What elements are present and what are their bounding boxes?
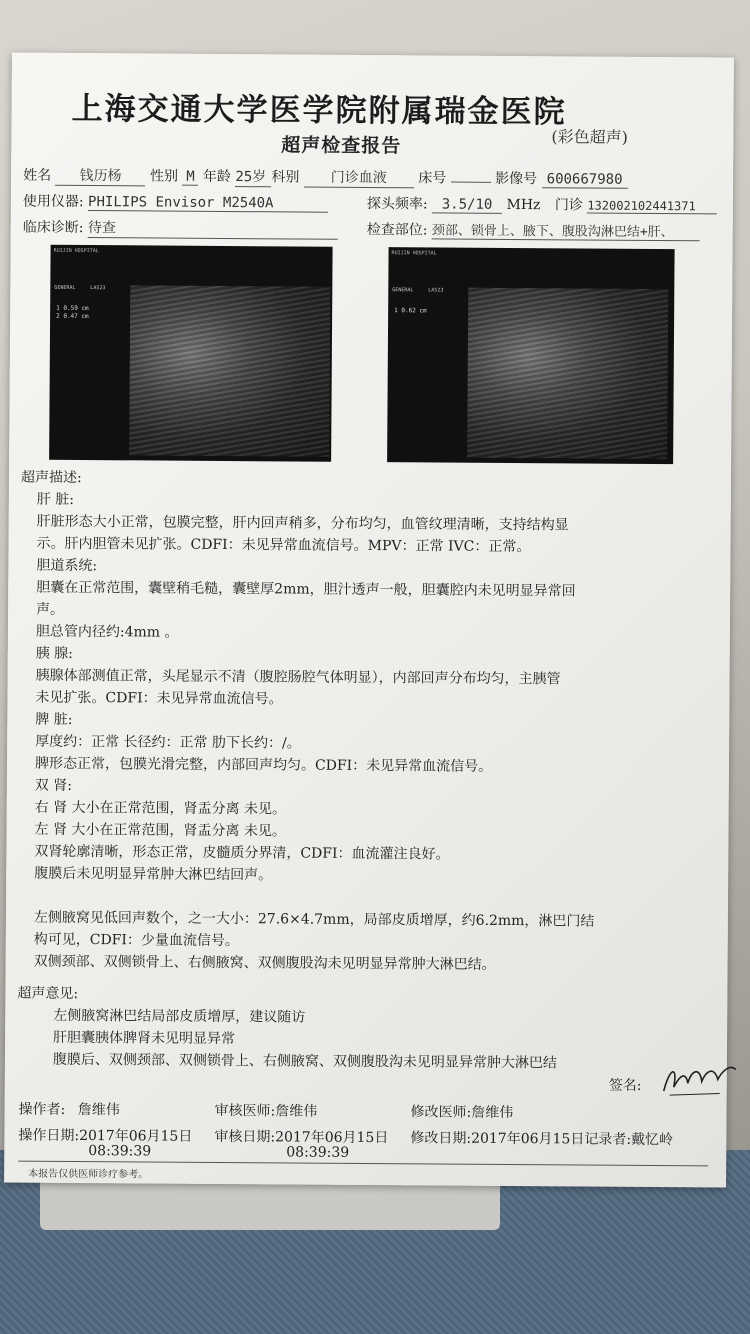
report-paper <box>4 52 734 1187</box>
scan-area-right <box>467 288 668 459</box>
ultrasound-image-left <box>49 245 332 462</box>
diagnosis-label: 临床诊断: <box>22 219 84 236</box>
findings-line: 脾形态正常，包膜光滑完整，内部回声均匀。CDFI：未见异常血流信号。 <box>34 755 493 775</box>
dept-label: 科别 <box>271 169 300 186</box>
freq-row <box>367 193 718 215</box>
operator-label: 操作者: <box>18 1101 66 1118</box>
recorder-name: 戴忆岭 <box>631 1131 674 1149</box>
op-date: 2017年06月15日 <box>79 1127 193 1145</box>
opinion-body <box>53 1005 557 1075</box>
report-title: 超声检查报告 <box>281 134 402 158</box>
patient-bed <box>451 182 491 183</box>
editor-row <box>411 1101 514 1122</box>
findings-line: 胆总管内径约:4mm 。 <box>35 623 179 641</box>
measurement-right-1: 1 0.62 cm <box>394 307 427 315</box>
findings-line: 构可见，CDFI：少量血流信号。 <box>33 931 239 950</box>
name-label: 姓名 <box>23 167 52 184</box>
clinical-diagnosis: 待查 <box>88 217 338 240</box>
findings-label: 超声描述: <box>20 469 82 486</box>
op-time: 08:39:39 <box>88 1143 152 1160</box>
review-date-label: 审核日期: <box>214 1128 276 1146</box>
reviewer-row <box>215 1100 318 1121</box>
image-header-right: RUIJIN HOSPITAL <box>391 250 437 257</box>
findings-line: 胆囊在正常范围，囊壁稍毛糙，囊壁厚2mm，胆汁透声一般，胆囊腔内未见明显异常回 <box>36 579 576 600</box>
operator-name: 詹维伟 <box>77 1101 120 1119</box>
ultrasound-image-right <box>387 247 674 464</box>
opinion-line: 左侧腋窝淋巴结局部皮质增厚，建议随访 <box>53 1007 306 1026</box>
report-type: (彩色超声) <box>551 127 628 147</box>
patient-row <box>23 165 628 190</box>
reviewer-label: 审核医师: <box>214 1102 276 1120</box>
reviewer-name: 詹维伟 <box>275 1103 318 1120</box>
opinion-label: 超声意见: <box>17 985 79 1002</box>
las-label-left: LA523 <box>90 285 106 292</box>
findings-line: 胰 腺: <box>35 645 73 662</box>
findings-line: 肝 脏: <box>36 491 75 508</box>
patient-sex: M <box>182 169 198 186</box>
findings-line: 双 肾: <box>34 777 73 794</box>
edit-date-label: 修改日期: <box>410 1130 472 1147</box>
bed-label: 床号 <box>418 170 447 187</box>
findings-line: 左侧腋窝见低回声数个，之一大小：27.6×4.7mm，局部皮质增厚，约6.2mm，淋巴门结 <box>33 909 595 930</box>
clinic-number: 132002102441371 <box>587 199 717 215</box>
probe-frequency: 3.5/10 <box>432 196 502 213</box>
image-number: 600667980 <box>542 171 628 189</box>
op-date-label: 操作日期: <box>18 1127 80 1144</box>
site-label: 检查部位: <box>366 221 428 239</box>
findings-line: 未见扩张。CDFI：未见异常血流信号。 <box>35 689 283 708</box>
freq-unit: MHz <box>506 196 541 214</box>
findings-line: 脾 脏: <box>35 711 73 728</box>
device-row <box>23 191 328 213</box>
measurement-left-2: 2 0.47 cm <box>56 312 89 321</box>
hospital-name: 上海交通大学医学院附属瑞金医院 <box>71 90 567 131</box>
recorder-label: 记录者: <box>584 1131 632 1148</box>
general-label-right: GENERAL <box>392 287 414 294</box>
findings-line: 腹膜后未见明显异常肿大淋巴结回声。 <box>34 865 273 884</box>
editor-label: 修改医师: <box>410 1104 472 1121</box>
patient-age: 25岁 <box>235 166 271 187</box>
operator-row <box>19 1099 120 1120</box>
disclaimer: 本报告仅供医师诊疗参考。 <box>28 1168 149 1181</box>
findings-line: 声。 <box>36 601 65 618</box>
image-no-label: 影像号 <box>495 170 538 188</box>
sign-label: 签名: <box>608 1077 642 1094</box>
findings-line: 示。肝内胆管未见扩张。CDFI：未见异常血流信号。MPV：正常 IVC：正常。 <box>36 535 531 556</box>
device-name: PHILIPS Envisor M2540A <box>88 194 328 213</box>
patient-dept: 门诊血液 <box>304 167 414 189</box>
opinion-line: 腹膜后、双侧颈部、双侧锁骨上、右侧腋窝、双侧腹股沟未见明显异常肿大淋巴结 <box>52 1051 557 1072</box>
las-label-right: LA523 <box>428 287 444 294</box>
diagnosis-row <box>23 217 338 240</box>
age-label: 年龄 <box>202 168 231 186</box>
measurement-left-1: 1 0.59 cm <box>56 304 89 313</box>
findings-body <box>34 489 598 977</box>
findings-line: 双肾轮廓清晰，形态正常，皮髓质分界清，CDFI：血流灌注良好。 <box>34 843 450 863</box>
handwritten-signature <box>660 1057 740 1102</box>
opinion-line: 肝胆囊胰体脾肾未见明显异常 <box>53 1029 236 1048</box>
findings-line: 双侧颈部、双侧锁骨上、右侧腋窝、双侧腹股沟未见明显异常肿大淋巴结。 <box>33 953 496 973</box>
findings-line: 右 肾 大小在正常范围，肾盂分离 未见。 <box>34 799 287 818</box>
review-time: 08:39:39 <box>286 1144 350 1161</box>
clinic-label: 门诊 <box>554 197 583 214</box>
edit-date: 2017年06月15日 <box>471 1130 585 1148</box>
patient-name: 钱历杨 <box>55 165 145 187</box>
sex-label: 性别 <box>149 168 179 185</box>
scan-area-left <box>129 285 330 456</box>
device-label: 使用仪器: <box>22 193 84 210</box>
edit-date-row <box>410 1127 673 1149</box>
image-header-left: RUIJIN HOSPITAL <box>53 247 99 255</box>
freq-label: 探头频率: <box>366 195 428 213</box>
site-row <box>367 219 700 241</box>
findings-line: 胰腺体部测值正常，头尾显示不清（腹腔肠腔气体明显），内部回声分布均匀，主胰管 <box>35 667 561 688</box>
editor-name: 詹维伟 <box>471 1104 514 1122</box>
findings-line: 厚度约：正常 长径约：正常 肋下长约：/。 <box>35 733 301 752</box>
exam-site: 颈部、锁骨上、腋下、腹股沟淋巴结+肝、 <box>432 219 700 241</box>
general-label-left: GENERAL <box>54 284 76 291</box>
findings-line: 肝脏形态大小正常，包膜完整，肝内回声稍多，分布均匀，血管纹理清晰，支持结构显 <box>36 513 569 534</box>
findings-line: 左 肾 大小在正常范围，肾盂分离 未见。 <box>34 821 286 840</box>
review-date: 2017年06月15日 <box>275 1129 389 1147</box>
findings-line: 胆道系统: <box>36 557 98 575</box>
